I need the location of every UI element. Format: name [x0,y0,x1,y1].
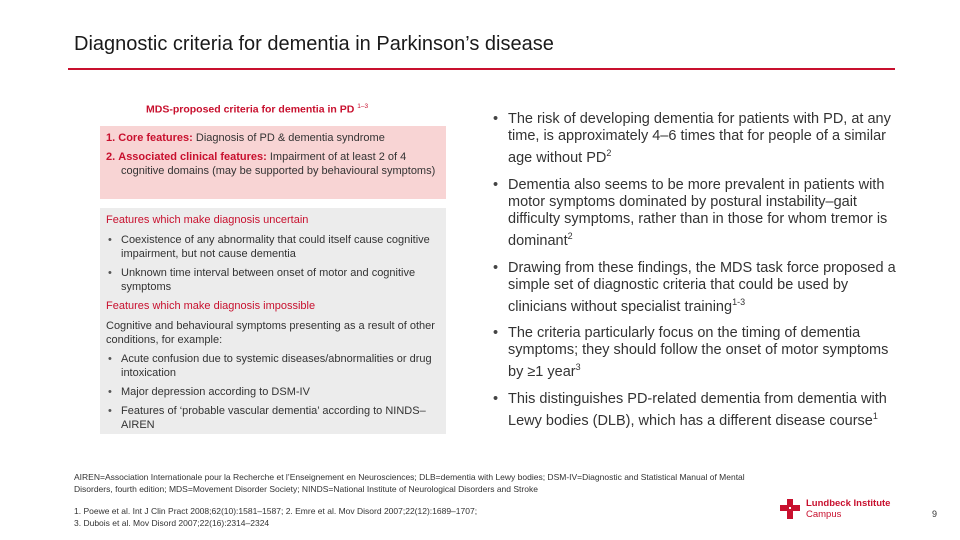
criterion-label: Core features: [118,132,193,144]
lundbeck-logo-icon [780,499,800,519]
impossible-features-list [106,352,440,432]
uncertain-features-list [106,233,440,294]
list-item: • Coexistence of any abnormality that could itself cause cognitive impairment, but not cause dementia [106,233,440,261]
criteria-heading-text: MDS-proposed criteria for dementia in PD [146,103,355,116]
list-item: • Unknown time interval between onset of motor and cognitive symptoms [106,266,440,294]
reference-line: 1. Poewe et al. Int J Clin Pract 2008;62(10):1581–1587; 2. Emre et al. Mov Disord 2007;22(12):1689–1707; [74,506,478,516]
key-point [490,111,900,167]
criterion-2 [106,150,440,178]
key-point [490,260,900,316]
lundbeck-logo [780,498,900,522]
key-point-text: Drawing from these findings, the MDS task force proposed a simple set of diagnostic criteria that could be used by clinicians without specialist training [508,259,896,315]
criterion-text: Diagnosis of PD & dementia syndrome [195,132,385,144]
logo-text-primary: Lundbeck Institute [806,498,891,509]
key-point-text: This distinguishes PD-related dementia from dementia with Lewy bodies (DLB), which has a different disease course [508,391,887,430]
reference-line: 3. Dubois et al. Mov Disord 2007;22(16):2314–2324 [74,517,270,528]
criteria-heading-ref: 1–3 [357,103,369,110]
key-point-text: The risk of developing dementia for patients with PD, at any time, is approximately 4–6 times that for people of a similar age without PD [508,111,891,166]
criterion-text-continued: cognitive domains (may be supported by behavioural symptoms) [121,165,436,177]
criterion-text: Impairment of at least 2 of 4 [269,151,407,163]
list-item: • Features of ‘probable vascular dementia’ according to NINDS–AIREN [106,404,440,432]
list-item: • Major depression according to DSM-IV [106,385,440,399]
criteria-heading [146,103,368,116]
key-point [490,391,900,430]
key-point-ref: 3 [575,362,581,373]
list-item: • Acute confusion due to systemic diseases/abnormalities or drug intoxication [106,352,440,380]
uncertain-features-heading: Features which make diagnosis uncertain [106,214,309,226]
impossible-features-box [100,300,446,434]
criterion-1 [106,131,440,145]
impossible-features-intro: Cognitive and behavioural symptoms presenting as a result of other conditions, for example: [106,320,435,346]
key-point-ref: 1 [872,411,878,422]
criterion-label: Associated clinical features: [118,151,267,163]
key-point [490,325,900,381]
core-criteria-box [100,126,446,199]
key-points-list [490,111,900,440]
criterion-number: 1. [106,132,116,144]
key-point-text: The criteria particularly focus on the timing of dementia symptoms; they should follow the onset of motor symptoms by ≥1 year [508,325,889,381]
impossible-features-heading: Features which make diagnosis impossible [106,300,316,312]
key-point-ref: 2 [606,148,612,158]
abbreviations-footnote: AIREN=Association Internationale pour la Recherche et l’Enseignement en Neurosciences; DLB=dementia with Lewy bodies; DSM-IV=Diagnostic and Statistical Manual of Mental Disorders, fourth edition; MDS=Movement Disorder Society; NINDS=National Institute of Neurological Disorders and Stroke [74,472,745,494]
key-point-ref: 1-3 [732,296,746,307]
key-point-ref: 2 [567,230,573,241]
key-point-text: Dementia also seems to be more prevalent in patients with motor symptoms dominated by postural instability–gait difficulty symptoms, rather than in those for whom tremor is dominant [508,176,888,249]
title-divider [68,68,895,70]
page-number: 9 [932,509,938,519]
slide-title: Diagnostic criteria for dementia in Parkinson’s disease [74,33,554,55]
criterion-number: 2. [106,151,116,163]
references [74,506,594,529]
key-point [490,177,900,250]
logo-text-secondary: Campus [806,509,842,520]
